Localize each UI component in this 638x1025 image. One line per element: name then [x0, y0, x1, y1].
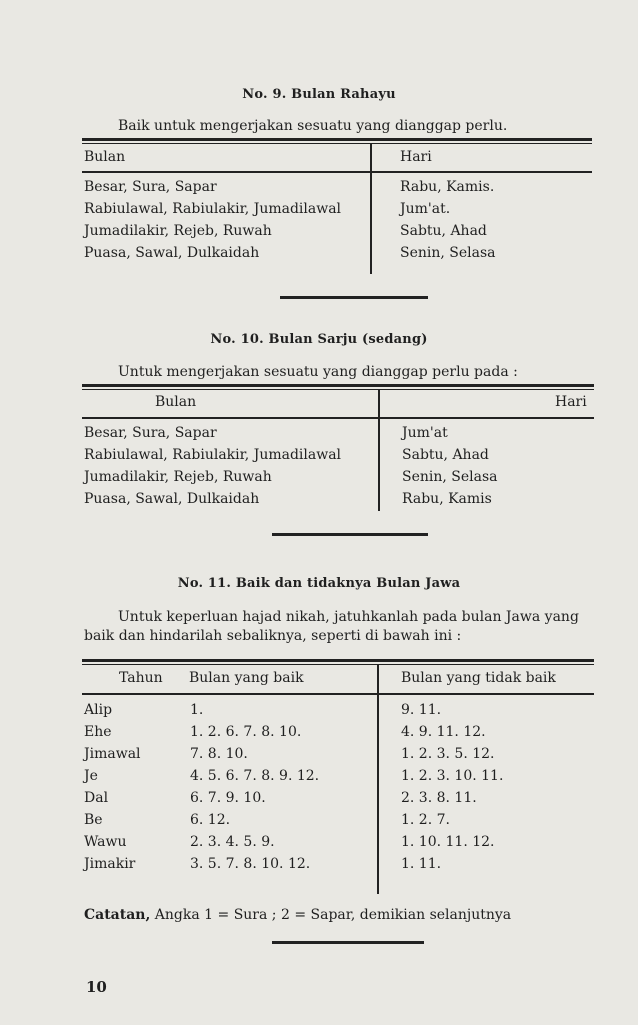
section11-top-rule — [82, 659, 594, 662]
section11-cell-tidak-baik: 1. 11. — [401, 856, 442, 872]
section9-top-rule-thin — [82, 143, 592, 144]
section10-header-bulan: Bulan — [155, 394, 197, 410]
section11-cell-tidak-baik: 4. 9. 11. 12. — [401, 724, 486, 740]
section11-cell-tidak-baik: 9. 11. — [401, 702, 442, 718]
section10-column-divider — [378, 389, 380, 511]
page-number: 10 — [86, 978, 107, 996]
section11-cell-baik: 1. 2. 6. 7. 8. 10. — [190, 724, 302, 740]
section10-cell-hari: Senin, Selasa — [402, 469, 498, 485]
section-separator — [280, 296, 428, 299]
section10-intro: Untuk mengerjakan sesuatu yang dianggap perlu pada : — [118, 364, 518, 380]
section9-cell-hari: Rabu, Kamis. — [400, 179, 495, 195]
section9-top-rule — [82, 138, 592, 141]
section10-header-hari: Hari — [555, 394, 587, 410]
section11-header-bulan-tidak-baik: Bulan yang tidak baik — [401, 670, 556, 686]
section11-cell-baik: 2. 3. 4. 5. 9. — [190, 834, 275, 850]
section11-cell-tahun: Dal — [84, 790, 109, 806]
section10-cell-bulan: Besar, Sura, Sapar — [84, 425, 217, 441]
section9-header-hari: Hari — [400, 149, 432, 165]
section9-header-rule — [82, 171, 592, 173]
section11-cell-tahun: Jimakir — [84, 856, 136, 872]
section9-cell-bulan: Rabiulawal, Rabiulakir, Jumadilawal — [84, 201, 342, 217]
section11-header-tahun: Tahun — [119, 670, 163, 686]
section11-cell-tahun: Wawu — [84, 834, 127, 850]
section-separator — [272, 533, 428, 536]
section11-cell-tidak-baik: 1. 2. 3. 5. 12. — [401, 746, 495, 762]
section9-cell-bulan: Besar, Sura, Sapar — [84, 179, 217, 195]
section10-cell-bulan: Puasa, Sawal, Dulkaidah — [84, 491, 260, 507]
section10-top-rule-thin — [82, 389, 594, 390]
section9-cell-bulan: Jumadilakir, Rejeb, Ruwah — [84, 223, 272, 239]
section11-cell-tahun: Jimawal — [84, 746, 141, 762]
section11-cell-baik: 7. 8. 10. — [190, 746, 248, 762]
section11-cell-baik: 6. 12. — [190, 812, 231, 828]
section9-cell-hari: Senin, Selasa — [400, 245, 496, 261]
section11-cell-tahun: Ehe — [84, 724, 112, 740]
section11-cell-tidak-baik: 1. 2. 7. — [401, 812, 450, 828]
section10-cell-bulan: Rabiulawal, Rabiulakir, Jumadilawal — [84, 447, 342, 463]
section11-cell-baik: 1. — [190, 702, 204, 718]
section9-column-divider — [370, 143, 372, 274]
section9-title: No. 9. Bulan Rahayu — [242, 87, 396, 102]
section11-cell-tidak-baik: 1. 2. 3. 10. 11. — [401, 768, 504, 784]
footnote — [84, 907, 511, 923]
section11-title: No. 11. Baik dan tidaknya Bulan Jawa — [177, 576, 461, 591]
section10-cell-hari: Rabu, Kamis — [402, 491, 492, 507]
section11-header-rule — [82, 693, 594, 695]
section11-intro-line1: Untuk keperluan hajad nikah, jatuhkanlah pada bulan Jawa yang — [118, 609, 579, 625]
section-separator — [272, 941, 424, 944]
section9-header-bulan: Bulan — [84, 149, 126, 165]
section9-intro: Baik untuk mengerjakan sesuatu yang dianggap perlu. — [118, 118, 508, 134]
section11-cell-baik: 3. 5. 7. 8. 10. 12. — [190, 856, 311, 872]
section11-header-bulan-baik: Bulan yang baik — [189, 670, 304, 686]
section10-title: No. 10. Bulan Sarju (sedang) — [210, 332, 428, 347]
section11-cell-baik: 6. 7. 9. 10. — [190, 790, 266, 806]
section11-cell-tahun: Je — [84, 768, 98, 784]
section9-cell-hari: Jum'at. — [400, 201, 451, 217]
section11-cell-tahun: Be — [84, 812, 103, 828]
section10-header-rule — [82, 417, 594, 419]
section10-top-rule — [82, 384, 594, 387]
section11-intro-line2: baik dan hindarilah sebaliknya, seperti di bawah ini : — [84, 628, 462, 644]
section11-cell-tahun: Alip — [84, 702, 113, 718]
section10-cell-hari: Jum'at — [402, 425, 448, 441]
section9-cell-hari: Sabtu, Ahad — [400, 223, 487, 239]
section11-column-divider — [377, 664, 379, 894]
section11-cell-baik: 4. 5. 6. 7. 8. 9. 12. — [190, 768, 320, 784]
footnote-label: Catatan, — [84, 907, 151, 923]
section11-top-rule-thin — [82, 664, 594, 665]
section11-cell-tidak-baik: 2. 3. 8. 11. — [401, 790, 477, 806]
section9-cell-bulan: Puasa, Sawal, Dulkaidah — [84, 245, 260, 261]
section10-cell-hari: Sabtu, Ahad — [402, 447, 489, 463]
section11-cell-tidak-baik: 1. 10. 11. 12. — [401, 834, 495, 850]
section10-cell-bulan: Jumadilakir, Rejeb, Ruwah — [84, 469, 272, 485]
footnote-text: Angka 1 = Sura ; 2 = Sapar, demikian selanjutnya — [150, 907, 512, 923]
